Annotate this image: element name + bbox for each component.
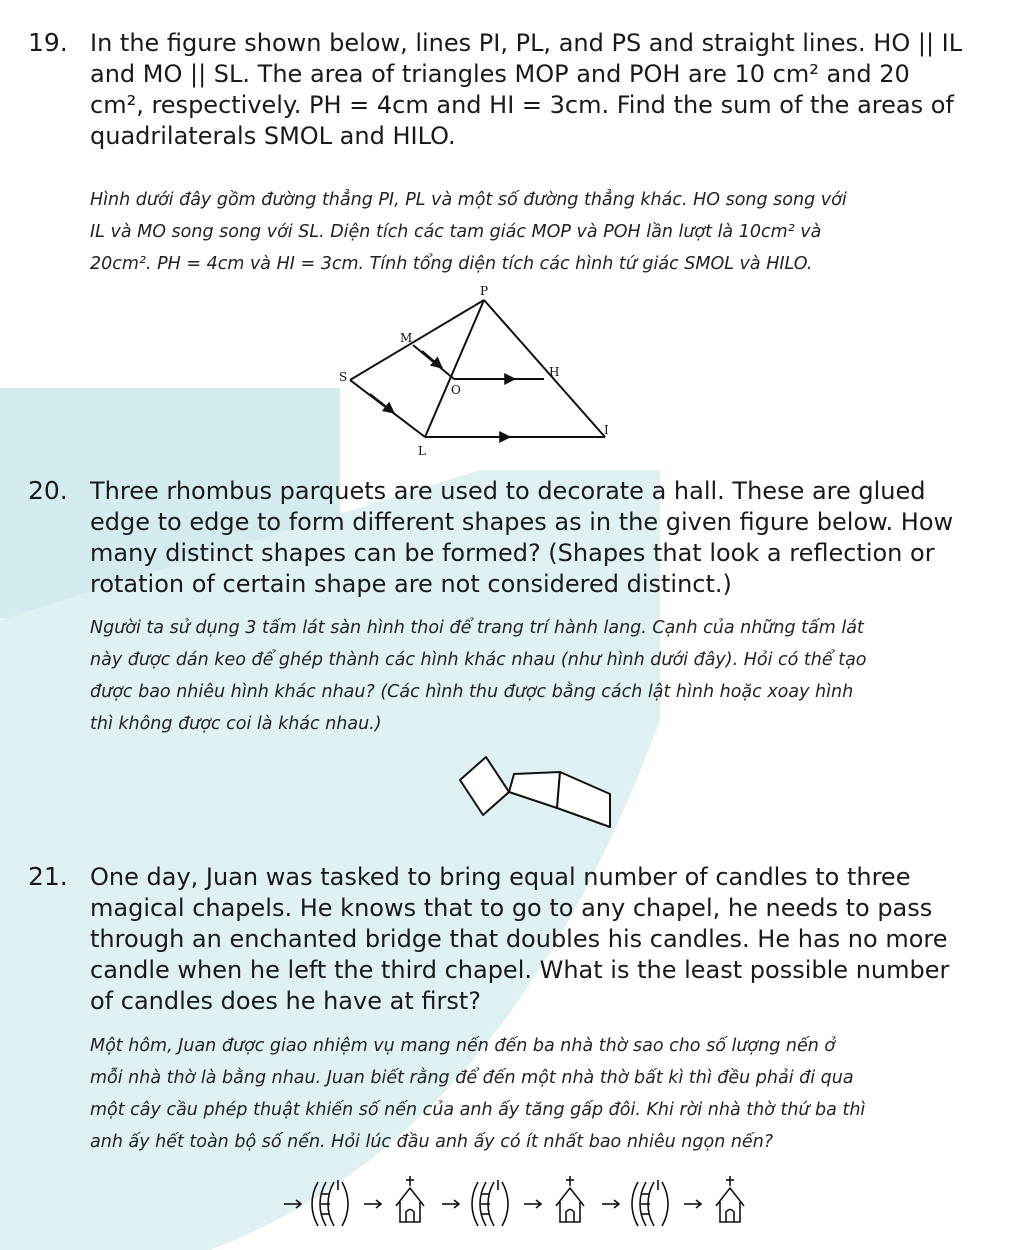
rhombus-figure [450, 752, 620, 832]
text-line: IL và MO song song với SL. Diện tích các tam giác MOP và POH lần lượt là 10cm² và [90, 222, 822, 242]
question-19-vietnamese [90, 184, 990, 280]
text-line: Người ta sử dụng 3 tấm lát sàn hình thoi để trang trí hành lang. Cạnh của những tấm lát [90, 618, 864, 638]
arrow-icon [602, 1200, 619, 1208]
chapel-icon [396, 1176, 424, 1222]
label-m: M [400, 331, 413, 345]
line-pi [484, 300, 605, 437]
triangle-figure [330, 282, 620, 462]
arrow-sl [370, 394, 394, 413]
rhombus-2 [509, 772, 560, 808]
text-line: of candles does he have at first? [90, 987, 481, 1015]
text-line: này được dán keo để ghép thành các hình khác nhau (như hình dưới đây). Hỏi có thể tạo [90, 650, 867, 670]
question-number: 21. [28, 862, 68, 891]
question-19-english [90, 28, 990, 152]
arrow-mo [422, 351, 442, 368]
text-line: many distinct shapes can be formed? (Shapes that look a reflection or [90, 539, 935, 567]
arrow-icon [684, 1200, 701, 1208]
label-p: P [480, 284, 489, 298]
rhombus-3 [557, 772, 610, 827]
text-line: mỗi nhà thờ là bằng nhau. Juan biết rằng để đến một nhà thờ bất kì thì đều phải đi qua [90, 1068, 854, 1088]
text-line: 20cm². PH = 4cm và HI = 3cm. Tính tổng diện tích các hình tứ giác SMOL và HILO. [90, 254, 813, 274]
text-line: Three rhombus parquets are used to decorate a hall. These are glued [90, 477, 926, 505]
text-line: magical chapels. He knows that to go to any chapel, he needs to pass [90, 894, 933, 922]
text-line: In the figure shown below, lines PI, PL, and PS and straight lines. HO || IL [90, 29, 963, 57]
text-line: anh ấy hết toàn bộ số nến. Hỏi lúc đầu anh ấy có ít nhất bao nhiêu ngọn nến? [90, 1132, 774, 1152]
label-i: I [604, 423, 609, 437]
bridge-icon [312, 1180, 348, 1226]
question-21-english [90, 862, 990, 1017]
arrow-icon [284, 1200, 301, 1208]
line-pl [425, 300, 484, 437]
label-s: S [339, 370, 348, 384]
text-line: candle when he left the third chapel. What is the least possible number [90, 956, 950, 984]
line-ps [350, 300, 484, 380]
text-line: and MO || SL. The area of triangles MOP and POH are 10 cm² and 20 [90, 60, 910, 88]
bridge-icon [632, 1180, 668, 1226]
arrow-icon [364, 1200, 381, 1208]
label-l: L [418, 444, 426, 458]
text-line: quadrilaterals SMOL and HILO. [90, 122, 456, 150]
chapel-icon [716, 1176, 744, 1222]
arrow-icon [524, 1200, 541, 1208]
text-line: rotation of certain shape are not considered distinct.) [90, 570, 732, 598]
text-line: edge to edge to form different shapes as in the given figure below. How [90, 508, 954, 536]
arrow-icon [442, 1200, 459, 1208]
text-line: thì không được coi là khác nhau.) [90, 714, 382, 734]
label-h: H [549, 365, 560, 379]
label-o: O [451, 383, 461, 397]
question-21-vietnamese [90, 1030, 990, 1158]
text-line: cm², respectively. PH = 4cm and HI = 3cm. Find the sum of the areas of [90, 91, 954, 119]
question-number: 19. [28, 28, 68, 57]
question-number: 20. [28, 476, 68, 505]
question-20-english [90, 476, 990, 600]
question-20-vietnamese [90, 612, 990, 740]
text-line: One day, Juan was tasked to bring equal number of candles to three [90, 863, 911, 891]
chapel-icon [556, 1176, 584, 1222]
text-line: một cây cầu phép thuật khiến số nến của anh ấy tăng gấp đôi. Khi rời nhà thờ thứ ba thì [90, 1100, 866, 1120]
rhombus-1 [460, 757, 509, 815]
text-line: Một hôm, Juan được giao nhiệm vụ mang nến đến ba nhà thờ sao cho số lượng nến ở [90, 1036, 836, 1056]
text-line: Hình dưới đây gồm đường thẳng PI, PL và một số đường thẳng khác. HO song song với [90, 190, 847, 210]
text-line: được bao nhiêu hình khác nhau? (Các hình thu được bằng cách lật hình hoặc xoay hình [90, 682, 854, 702]
text-line: through an enchanted bridge that doubles his candles. He has no more [90, 925, 948, 953]
bridge-icon [472, 1180, 508, 1226]
bridge-chapel-sequence [280, 1172, 820, 1232]
